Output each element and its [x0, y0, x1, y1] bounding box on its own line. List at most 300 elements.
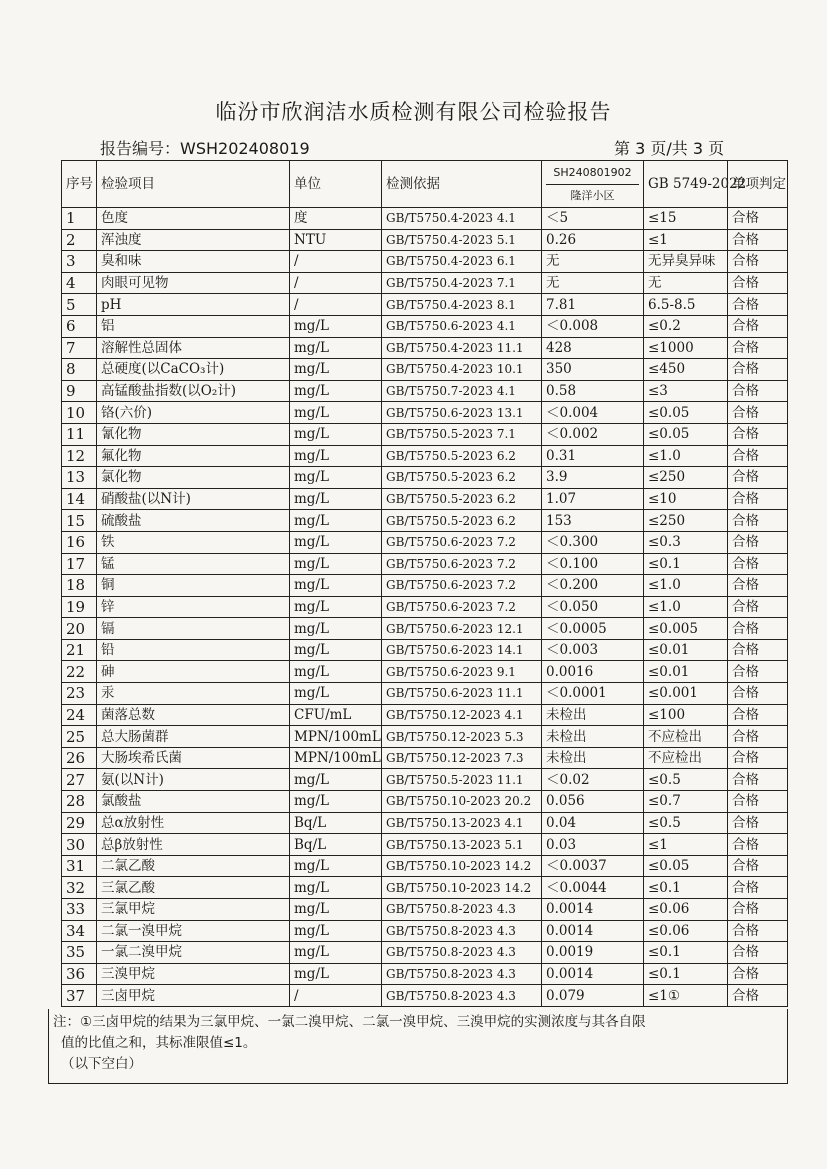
row-limit: ≤0.2 — [644, 315, 728, 337]
table-row — [62, 812, 788, 834]
row-unit: mg/L — [290, 510, 382, 532]
table-row — [62, 445, 788, 467]
row-judge: 合格 — [728, 337, 788, 359]
row-no: 2 — [62, 229, 97, 251]
row-limit: ≤1.0 — [644, 445, 728, 467]
row-judge: 合格 — [728, 467, 788, 489]
table-header-row — [62, 161, 788, 208]
table-row — [62, 510, 788, 532]
row-result: ＜0.300 — [542, 531, 644, 553]
row-no: 19 — [62, 596, 97, 618]
row-limit: ≤1 — [644, 834, 728, 856]
row-judge: 合格 — [728, 769, 788, 791]
row-item: 铅 — [97, 639, 290, 661]
row-judge: 合格 — [728, 877, 788, 899]
row-result: ＜0.0037 — [542, 855, 644, 877]
row-limit: ≤0.5 — [644, 812, 728, 834]
row-method: GB/T5750.12-2023 7.3 — [382, 747, 542, 769]
row-limit: ≤0.05 — [644, 855, 728, 877]
row-item: 肉眼可见物 — [97, 272, 290, 294]
row-method: GB/T5750.4-2023 6.1 — [382, 251, 542, 273]
row-unit: MPN/100mL — [290, 747, 382, 769]
row-judge: 合格 — [728, 294, 788, 316]
row-limit: ≤15 — [644, 208, 728, 230]
row-unit: / — [290, 251, 382, 273]
row-unit: mg/L — [290, 402, 382, 424]
row-unit: mg/L — [290, 877, 382, 899]
row-item: 浑浊度 — [97, 229, 290, 251]
row-no: 10 — [62, 402, 97, 424]
table-row — [62, 834, 788, 856]
row-result: 428 — [542, 337, 644, 359]
row-item: 溶解性总固体 — [97, 337, 290, 359]
row-result: 未检出 — [542, 726, 644, 748]
row-unit: mg/L — [290, 445, 382, 467]
row-unit: / — [290, 985, 382, 1007]
row-method: GB/T5750.5-2023 6.2 — [382, 510, 542, 532]
row-unit: mg/L — [290, 942, 382, 964]
row-method: GB/T5750.5-2023 6.2 — [382, 445, 542, 467]
row-result: 1.07 — [542, 488, 644, 510]
row-method: GB/T5750.5-2023 11.1 — [382, 769, 542, 791]
row-judge: 合格 — [728, 791, 788, 813]
row-unit: mg/L — [290, 661, 382, 683]
table-row — [62, 229, 788, 251]
row-no: 23 — [62, 683, 97, 705]
row-result: ＜0.050 — [542, 596, 644, 618]
table-row — [62, 531, 788, 553]
row-no: 3 — [62, 251, 97, 273]
row-limit: ≤3 — [644, 380, 728, 402]
table-row — [62, 747, 788, 769]
row-no: 32 — [62, 877, 97, 899]
row-no: 33 — [62, 899, 97, 921]
row-item: 镉 — [97, 618, 290, 640]
row-no: 27 — [62, 769, 97, 791]
table-row — [62, 467, 788, 489]
table-row — [62, 704, 788, 726]
header-unit: 单位 — [290, 161, 382, 208]
table-row — [62, 359, 788, 381]
row-unit: mg/L — [290, 963, 382, 985]
header-judge: 单项判定 — [728, 161, 788, 208]
row-method: GB/T5750.10-2023 14.2 — [382, 855, 542, 877]
row-item: 三氯甲烷 — [97, 899, 290, 921]
row-method: GB/T5750.4-2023 7.1 — [382, 272, 542, 294]
row-judge: 合格 — [728, 596, 788, 618]
row-no: 15 — [62, 510, 97, 532]
row-item: 汞 — [97, 683, 290, 705]
row-unit: mg/L — [290, 575, 382, 597]
row-no: 36 — [62, 963, 97, 985]
row-unit: mg/L — [290, 855, 382, 877]
row-method: GB/T5750.6-2023 7.2 — [382, 553, 542, 575]
row-result: 0.0014 — [542, 920, 644, 942]
row-no: 18 — [62, 575, 97, 597]
row-method: GB/T5750.6-2023 4.1 — [382, 315, 542, 337]
row-result: ＜0.008 — [542, 315, 644, 337]
row-method: GB/T5750.4-2023 4.1 — [382, 208, 542, 230]
header-item: 检验项目 — [97, 161, 290, 208]
row-item: 二氯乙酸 — [97, 855, 290, 877]
footnote-line-2: 值的比值之和，其标准限值≤1。 — [61, 1035, 257, 1051]
row-item: 三溴甲烷 — [97, 963, 290, 985]
row-limit: ≤0.06 — [644, 899, 728, 921]
row-unit: CFU/mL — [290, 704, 382, 726]
row-method: GB/T5750.10-2023 14.2 — [382, 877, 542, 899]
row-item: 三氯乙酸 — [97, 877, 290, 899]
row-judge: 合格 — [728, 747, 788, 769]
row-item: 臭和味 — [97, 251, 290, 273]
row-limit: ≤250 — [644, 467, 728, 489]
table-row — [62, 208, 788, 230]
row-no: 29 — [62, 812, 97, 834]
row-no: 35 — [62, 942, 97, 964]
table-row — [62, 877, 788, 899]
row-method: GB/T5750.4-2023 10.1 — [382, 359, 542, 381]
row-method: GB/T5750.6-2023 14.1 — [382, 639, 542, 661]
row-item: 菌落总数 — [97, 704, 290, 726]
row-method: GB/T5750.6-2023 9.1 — [382, 661, 542, 683]
table-row — [62, 488, 788, 510]
row-result: 0.0014 — [542, 963, 644, 985]
row-result: 0.0014 — [542, 899, 644, 921]
row-judge: 合格 — [728, 208, 788, 230]
row-item: 总α放射性 — [97, 812, 290, 834]
row-limit: ≤0.3 — [644, 531, 728, 553]
footnote — [48, 1009, 788, 1084]
row-unit: MPN/100mL — [290, 726, 382, 748]
row-result: 3.9 — [542, 467, 644, 489]
row-judge: 合格 — [728, 834, 788, 856]
row-item: 铜 — [97, 575, 290, 597]
row-method: GB/T5750.4-2023 5.1 — [382, 229, 542, 251]
table-row — [62, 963, 788, 985]
row-result: ＜5 — [542, 208, 644, 230]
row-limit: ≤0.01 — [644, 639, 728, 661]
row-judge: 合格 — [728, 812, 788, 834]
row-judge: 合格 — [728, 402, 788, 424]
row-judge: 合格 — [728, 704, 788, 726]
row-method: GB/T5750.5-2023 6.2 — [382, 488, 542, 510]
row-limit: ≤0.1 — [644, 553, 728, 575]
table-row — [62, 855, 788, 877]
row-limit: ≤0.005 — [644, 618, 728, 640]
row-judge: 合格 — [728, 855, 788, 877]
row-no: 34 — [62, 920, 97, 942]
row-unit: mg/L — [290, 380, 382, 402]
row-result: 0.26 — [542, 229, 644, 251]
row-method: GB/T5750.6-2023 11.1 — [382, 683, 542, 705]
row-method: GB/T5750.6-2023 12.1 — [382, 618, 542, 640]
header-sample — [542, 161, 644, 208]
row-result: 0.0019 — [542, 942, 644, 964]
row-judge: 合格 — [728, 920, 788, 942]
row-item: 总β放射性 — [97, 834, 290, 856]
row-result: 0.03 — [542, 834, 644, 856]
row-no: 7 — [62, 337, 97, 359]
row-no: 11 — [62, 423, 97, 445]
row-judge: 合格 — [728, 380, 788, 402]
row-limit: ≤0.1 — [644, 877, 728, 899]
table-row — [62, 899, 788, 921]
row-judge: 合格 — [728, 531, 788, 553]
row-judge: 合格 — [728, 661, 788, 683]
row-item: 一氯二溴甲烷 — [97, 942, 290, 964]
row-judge: 合格 — [728, 315, 788, 337]
row-unit: NTU — [290, 229, 382, 251]
row-unit: mg/L — [290, 337, 382, 359]
row-item: 铁 — [97, 531, 290, 553]
row-unit: Bq/L — [290, 812, 382, 834]
row-result: 未检出 — [542, 704, 644, 726]
table-row — [62, 985, 788, 1007]
table-row — [62, 553, 788, 575]
row-unit: mg/L — [290, 791, 382, 813]
row-no: 28 — [62, 791, 97, 813]
row-item: 二氯一溴甲烷 — [97, 920, 290, 942]
row-result: 0.04 — [542, 812, 644, 834]
row-item: 铬(六价) — [97, 402, 290, 424]
row-method: GB/T5750.8-2023 4.3 — [382, 963, 542, 985]
row-judge: 合格 — [728, 445, 788, 467]
table-row — [62, 661, 788, 683]
row-judge: 合格 — [728, 423, 788, 445]
row-no: 14 — [62, 488, 97, 510]
row-unit: mg/L — [290, 531, 382, 553]
row-result: ＜0.0005 — [542, 618, 644, 640]
row-limit: ≤0.1 — [644, 963, 728, 985]
table-row — [62, 683, 788, 705]
row-judge: 合格 — [728, 963, 788, 985]
row-unit: mg/L — [290, 769, 382, 791]
report-title: 临汾市欣润洁水质检测有限公司检验报告 — [215, 100, 612, 124]
row-method: GB/T5750.7-2023 4.1 — [382, 380, 542, 402]
row-unit: Bq/L — [290, 834, 382, 856]
row-item: 硫酸盐 — [97, 510, 290, 532]
row-method: GB/T5750.6-2023 7.2 — [382, 531, 542, 553]
row-item: 氯酸盐 — [97, 791, 290, 813]
row-method: GB/T5750.4-2023 11.1 — [382, 337, 542, 359]
row-result: ＜0.002 — [542, 423, 644, 445]
row-item: 氟化物 — [97, 445, 290, 467]
row-judge: 合格 — [728, 272, 788, 294]
header-no: 序号 — [62, 161, 97, 208]
row-limit: ≤0.05 — [644, 423, 728, 445]
row-item: pH — [97, 294, 290, 316]
row-result: ＜0.004 — [542, 402, 644, 424]
row-no: 25 — [62, 726, 97, 748]
row-unit: 度 — [290, 208, 382, 230]
row-item: 色度 — [97, 208, 290, 230]
row-method: GB/T5750.13-2023 5.1 — [382, 834, 542, 856]
row-no: 17 — [62, 553, 97, 575]
sample-location: 隆洋小区 — [570, 188, 615, 202]
table-row — [62, 639, 788, 661]
row-method: GB/T5750.8-2023 4.3 — [382, 985, 542, 1007]
row-limit: ≤1000 — [644, 337, 728, 359]
row-no: 20 — [62, 618, 97, 640]
report-number: 报告编号：WSH202408019 — [100, 139, 310, 158]
row-method: GB/T5750.5-2023 7.1 — [382, 423, 542, 445]
table-row — [62, 315, 788, 337]
row-limit: ≤0.7 — [644, 791, 728, 813]
row-item: 氰化物 — [97, 423, 290, 445]
row-result: ＜0.200 — [542, 575, 644, 597]
row-limit: 不应检出 — [644, 747, 728, 769]
row-method: GB/T5750.6-2023 13.1 — [382, 402, 542, 424]
row-result: 0.079 — [542, 985, 644, 1007]
row-limit: ≤250 — [644, 510, 728, 532]
footnote-line-1: 注：①三卤甲烷的结果为三氯甲烷、一氯二溴甲烷、二氯一溴甲烷、三溴甲烷的实测浓度与其各自限 — [53, 1014, 646, 1030]
table-row — [62, 294, 788, 316]
row-limit: ≤100 — [644, 704, 728, 726]
row-no: 12 — [62, 445, 97, 467]
row-no: 30 — [62, 834, 97, 856]
row-limit: ≤10 — [644, 488, 728, 510]
row-item: 大肠埃希氏菌 — [97, 747, 290, 769]
row-result: ＜0.100 — [542, 553, 644, 575]
row-limit: ≤1① — [644, 985, 728, 1007]
row-limit: ≤0.06 — [644, 920, 728, 942]
row-result: ＜0.0044 — [542, 877, 644, 899]
row-limit: ≤450 — [644, 359, 728, 381]
row-judge: 合格 — [728, 899, 788, 921]
row-unit: mg/L — [290, 467, 382, 489]
footnote-blank-marker: （以下空白） — [61, 1056, 142, 1072]
row-result: 0.58 — [542, 380, 644, 402]
row-item: 高锰酸盐指数(以O₂计) — [97, 380, 290, 402]
row-judge: 合格 — [728, 553, 788, 575]
row-no: 9 — [62, 380, 97, 402]
row-no: 22 — [62, 661, 97, 683]
row-judge: 合格 — [728, 575, 788, 597]
row-method: GB/T5750.5-2023 6.2 — [382, 467, 542, 489]
row-result: ＜0.0001 — [542, 683, 644, 705]
row-result: 无 — [542, 272, 644, 294]
row-item: 锰 — [97, 553, 290, 575]
table-row — [62, 337, 788, 359]
row-no: 4 — [62, 272, 97, 294]
row-judge: 合格 — [728, 251, 788, 273]
row-no: 37 — [62, 985, 97, 1007]
table-row — [62, 618, 788, 640]
row-item: 总大肠菌群 — [97, 726, 290, 748]
row-unit: / — [290, 294, 382, 316]
row-unit: mg/L — [290, 683, 382, 705]
row-result: 350 — [542, 359, 644, 381]
row-result: 0.056 — [542, 791, 644, 813]
table-row — [62, 942, 788, 964]
row-judge: 合格 — [728, 985, 788, 1007]
row-judge: 合格 — [728, 683, 788, 705]
row-limit: 无异臭异味 — [644, 251, 728, 273]
row-judge: 合格 — [728, 618, 788, 640]
row-result: 未检出 — [542, 747, 644, 769]
row-limit: ≤0.05 — [644, 402, 728, 424]
row-no: 1 — [62, 208, 97, 230]
row-limit: 6.5-8.5 — [644, 294, 728, 316]
row-result: ＜0.02 — [542, 769, 644, 791]
row-method: GB/T5750.12-2023 4.1 — [382, 704, 542, 726]
row-no: 13 — [62, 467, 97, 489]
row-result: ＜0.003 — [542, 639, 644, 661]
header-standard: GB 5749-2022 — [644, 161, 728, 208]
row-no: 16 — [62, 531, 97, 553]
row-limit: 无 — [644, 272, 728, 294]
table-body — [62, 208, 788, 1007]
row-limit: 不应检出 — [644, 726, 728, 748]
row-method: GB/T5750.8-2023 4.3 — [382, 899, 542, 921]
row-item: 三卤甲烷 — [97, 985, 290, 1007]
row-item: 铝 — [97, 315, 290, 337]
row-method: GB/T5750.12-2023 5.3 — [382, 726, 542, 748]
row-item: 总硬度(以CaCO₃计) — [97, 359, 290, 381]
row-result: 153 — [542, 510, 644, 532]
row-unit: mg/L — [290, 315, 382, 337]
row-limit: ≤0.5 — [644, 769, 728, 791]
row-no: 5 — [62, 294, 97, 316]
row-no: 24 — [62, 704, 97, 726]
row-judge: 合格 — [728, 726, 788, 748]
row-item: 氨(以N计) — [97, 769, 290, 791]
row-unit: mg/L — [290, 920, 382, 942]
row-limit: ≤0.001 — [644, 683, 728, 705]
row-method: GB/T5750.4-2023 8.1 — [382, 294, 542, 316]
row-unit: mg/L — [290, 553, 382, 575]
row-limit: ≤1.0 — [644, 575, 728, 597]
table-row — [62, 791, 788, 813]
row-no: 26 — [62, 747, 97, 769]
row-no: 8 — [62, 359, 97, 381]
results-table — [61, 160, 788, 1007]
row-limit: ≤0.1 — [644, 942, 728, 964]
row-judge: 合格 — [728, 229, 788, 251]
row-method: GB/T5750.6-2023 7.2 — [382, 596, 542, 618]
row-unit: mg/L — [290, 423, 382, 445]
row-no: 31 — [62, 855, 97, 877]
table-row — [62, 726, 788, 748]
table-row — [62, 596, 788, 618]
row-unit: / — [290, 272, 382, 294]
table-row — [62, 769, 788, 791]
table-row — [62, 920, 788, 942]
row-item: 硝酸盐(以N计) — [97, 488, 290, 510]
header-method: 检测依据 — [382, 161, 542, 208]
sample-id: SH240801902 — [546, 162, 639, 185]
table-row — [62, 423, 788, 445]
row-result: 无 — [542, 251, 644, 273]
row-unit: mg/L — [290, 596, 382, 618]
row-result: 0.0016 — [542, 661, 644, 683]
row-unit: mg/L — [290, 899, 382, 921]
table-row — [62, 272, 788, 294]
row-result: 0.31 — [542, 445, 644, 467]
row-judge: 合格 — [728, 359, 788, 381]
row-no: 6 — [62, 315, 97, 337]
row-limit: ≤1 — [644, 229, 728, 251]
row-method: GB/T5750.8-2023 4.3 — [382, 942, 542, 964]
row-no: 21 — [62, 639, 97, 661]
row-limit: ≤1.0 — [644, 596, 728, 618]
row-limit: ≤0.01 — [644, 661, 728, 683]
row-result: 7.81 — [542, 294, 644, 316]
row-item: 砷 — [97, 661, 290, 683]
row-method: GB/T5750.6-2023 7.2 — [382, 575, 542, 597]
page-number: 第 3 页/共 3 页 — [614, 139, 725, 158]
row-unit: mg/L — [290, 639, 382, 661]
table-row — [62, 251, 788, 273]
